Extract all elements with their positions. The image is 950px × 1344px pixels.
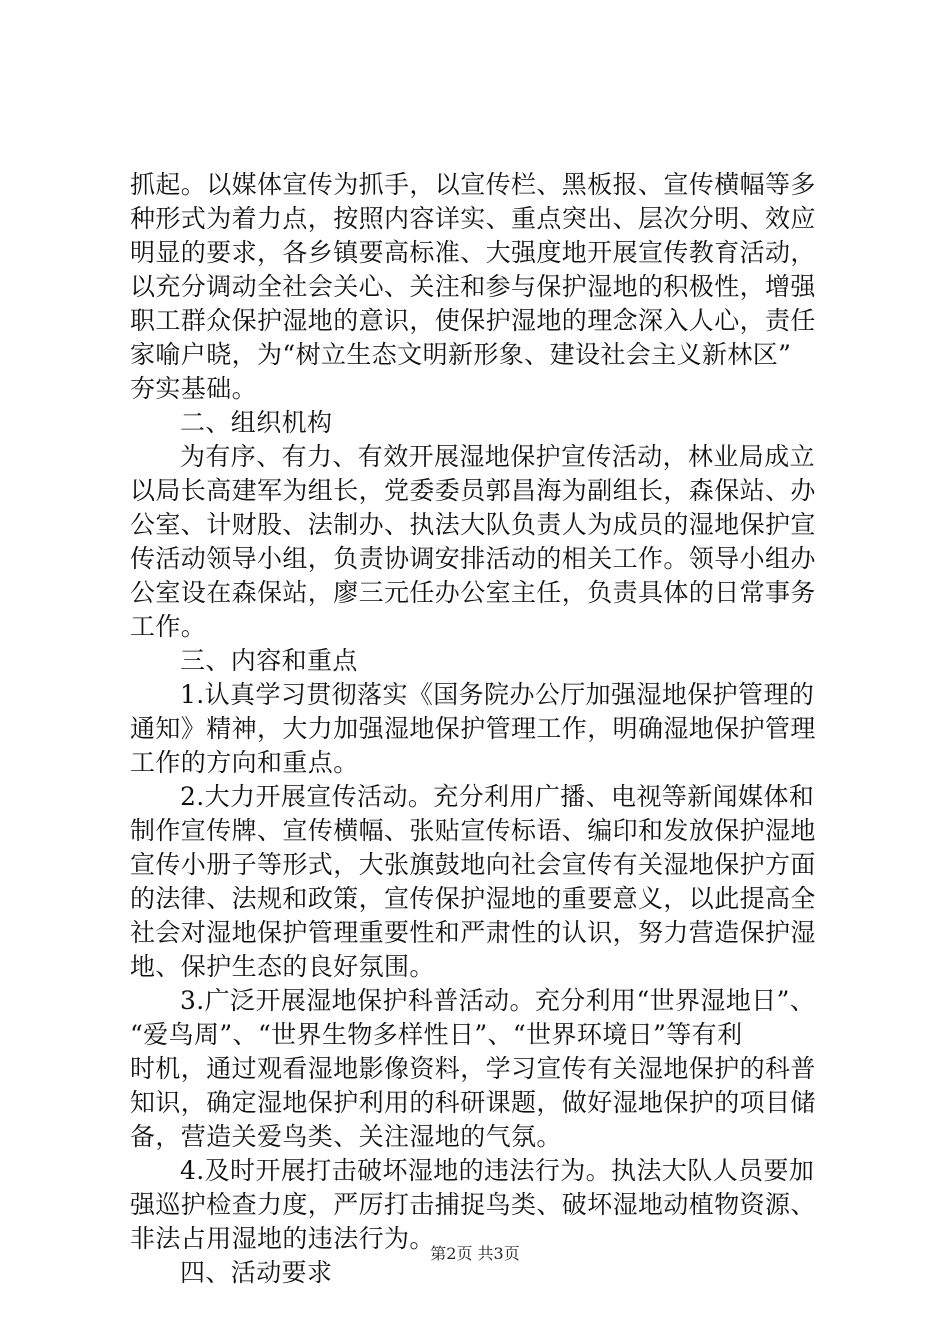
text-line: 地、保护生态的良好氛围。 [130,952,435,981]
text-line: 为有序、有力、有效开展湿地保护宣传活动，林业局成立 [180,442,816,471]
text-line: 时机，通过观看湿地影像资料，学习宣传有关湿地保护的科普 [130,1054,816,1083]
text-line: 四、活动要求 [180,1258,333,1287]
text-line: 抓起。以媒体宣传为抓手，以宣传栏、黑板报、宣传横幅等多 [130,170,816,199]
text-line: 夯实基础。 [130,374,258,403]
text-line: “爱鸟周”、“世界生物多样性日”、“世界环境日”等有利 [130,1020,743,1049]
text-line: 家喻户晓，为“树立生态文明新形象、建设社会主义新林区” [130,340,792,369]
text-line: 非法占用湿地的违法行为。 [130,1224,435,1253]
text-line: 公室、计财股、法制办、执法大队负责人为成员的湿地保护宣 [130,510,816,539]
text-line: 2.大力开展宣传活动。充分利用广播、电视等新闻媒体和 [180,782,815,811]
text-line: 以局长高建军为组长，党委委员郭昌海为副组长，森保站、办 [130,476,816,505]
text-line: 二、组织机构 [180,408,333,437]
text-line: 宣传小册子等形式，大张旗鼓地向社会宣传有关湿地保护方面 [130,850,816,879]
document-body [130,168,830,1290]
text-line: 社会对湿地保护管理重要性和严肃性的认识，努力营造保护湿 [130,918,816,947]
text-line: 备，营造关爱鸟类、关注湿地的气氛。 [130,1122,562,1151]
text-line: 传活动领导小组，负责协调安排活动的相关工作。领导小组办 [130,544,816,573]
text-line: 的法律、法规和政策，宣传保护湿地的重要意义，以此提高全 [130,884,816,913]
text-line: 3.广泛开展湿地保护科普活动。充分利用“世界湿地日”、 [180,986,816,1015]
text-line: 1.认真学习贯彻落实《国务院办公厅加强湿地保护管理的 [180,680,815,709]
text-line: 种形式为着力点，按照内容详实、重点突出、层次分明、效应 [130,204,816,233]
text-line: 4.及时开展打击破坏湿地的违法行为。执法大队人员要加 [180,1156,815,1185]
text-line: 公室设在森保站，廖三元任办公室主任，负责具体的日常事务 [130,578,816,607]
text-line: 工作。 [130,612,207,641]
text-line: 通知》精神，大力加强湿地保护管理工作，明确湿地保护管理 [130,714,816,743]
text-line: 职工群众保护湿地的意识，使保护湿地的理念深入人心，责任 [130,306,816,335]
text-line: 以充分调动全社会关心、关注和参与保护湿地的积极性，增强 [130,272,816,301]
page-footer: 第2页 共3页 [430,1244,520,1263]
text-line: 制作宣传牌、宣传横幅、张贴宣传标语、编印和发放保护湿地 [130,816,816,845]
text-line: 明显的要求，各乡镇要高标准、大强度地开展宣传教育活动， [130,238,816,267]
text-line: 工作的方向和重点。 [130,748,359,777]
text-line: 三、内容和重点 [180,646,358,675]
text-line: 知识，确定湿地保护利用的科研课题，做好湿地保护的项目储 [130,1088,816,1117]
text-line: 强巡护检查力度，严厉打击捕捉鸟类、破坏湿地动植物资源、 [130,1190,816,1219]
